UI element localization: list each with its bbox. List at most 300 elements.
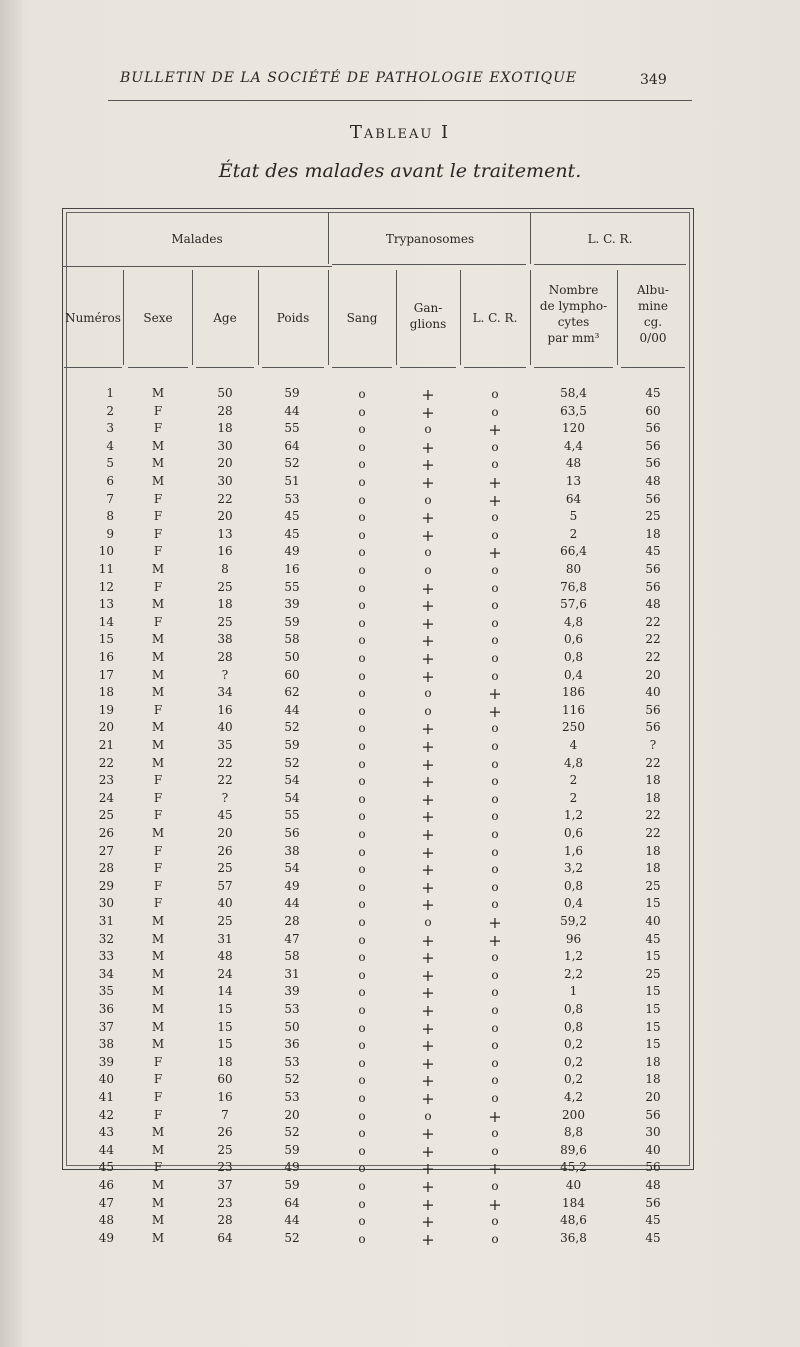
cell-ganglions: + (421, 508, 435, 528)
cell-sexe: F (153, 1107, 163, 1122)
table-row (0, 1143, 800, 1161)
cell-poids: 56 (284, 826, 300, 840)
header-underline (332, 367, 392, 368)
cell-numero: 19 (98, 702, 114, 717)
cell-poids: 49 (284, 544, 300, 559)
cell-poids: 55 (284, 421, 300, 436)
cell-age: 14 (217, 984, 233, 999)
cell-poids: 58 (284, 949, 300, 964)
cell-lymphocytes: 40 (565, 1178, 582, 1192)
cell-numero: 35 (98, 984, 114, 999)
cell-age: 8 (221, 562, 229, 576)
cell-lcr: + (488, 684, 502, 704)
cell-age: 48 (217, 949, 233, 964)
cell-lymphocytes: 48 (565, 456, 582, 471)
cell-poids: 51 (284, 474, 300, 488)
cell-lcr: o (491, 615, 499, 630)
cell-poids: 54 (284, 773, 300, 788)
cell-ganglions: o (424, 545, 432, 560)
cell-lcr: o (491, 756, 499, 771)
cell-age: 25 (217, 914, 233, 928)
table-row (0, 439, 800, 457)
table-row (0, 562, 800, 580)
col-numeros: Numéros (65, 311, 121, 325)
cell-numero: 6 (106, 474, 114, 488)
cell-ganglions: + (421, 525, 435, 545)
cell-numero: 7 (106, 491, 114, 506)
cell-sang: o (358, 915, 366, 929)
col-albu-line1: Albu- (637, 283, 669, 297)
cell-ganglions: o (424, 492, 432, 507)
cell-lymphocytes: 2 (569, 790, 578, 805)
table-row (0, 1037, 800, 1055)
table-row (0, 879, 800, 897)
cell-sexe: F (153, 808, 163, 823)
cell-lymphocytes: 0,8 (563, 878, 584, 893)
cell-ganglions: + (421, 437, 435, 457)
cell-sexe: M (151, 949, 165, 964)
cell-sexe: M (151, 984, 165, 999)
cell-age: 26 (217, 843, 233, 858)
cell-sang: o (358, 1179, 366, 1193)
col-lympho-line1: Nombre (548, 283, 599, 297)
cell-age: 24 (217, 966, 233, 981)
cell-ganglions: + (421, 789, 435, 809)
cell-albumine: 56 (645, 720, 661, 735)
cell-age: 25 (217, 1142, 233, 1157)
group-underline (62, 266, 332, 267)
cell-albumine: 45 (645, 1213, 661, 1228)
cell-sexe: F (153, 579, 163, 594)
cell-poids: 45 (284, 509, 300, 524)
cell-lcr: + (488, 473, 502, 492)
table-row (0, 1002, 800, 1020)
cell-numero: 12 (98, 579, 114, 594)
cell-lcr: o (491, 774, 499, 789)
cell-sexe: M (151, 438, 165, 453)
col-sexe: Sexe (143, 311, 173, 325)
table-row (0, 456, 800, 474)
cell-sexe: F (153, 861, 163, 876)
group-trypanosomes: Trypanosomes (385, 232, 475, 246)
cell-lcr: o (491, 1091, 499, 1105)
cell-lcr: o (491, 844, 499, 859)
cell-sang: o (358, 387, 366, 401)
table-row (0, 703, 800, 721)
cell-numero: 11 (98, 562, 114, 576)
cell-albumine: 56 (645, 456, 661, 471)
cell-sexe: M (151, 1002, 165, 1016)
table-row (0, 1020, 800, 1038)
cell-sexe: F (153, 843, 163, 858)
cell-sang: o (358, 686, 366, 701)
cell-lymphocytes: 58,4 (560, 386, 587, 400)
cell-albumine: 48 (645, 597, 661, 612)
group-divider (530, 212, 531, 264)
cell-sang: o (358, 475, 366, 489)
table-row (0, 720, 800, 738)
cell-sang: o (358, 862, 366, 877)
cell-age: ? (221, 667, 229, 682)
cell-age: 38 (217, 632, 233, 647)
cell-ganglions: + (421, 473, 435, 492)
table-row (0, 1072, 800, 1090)
cell-lymphocytes: 57,6 (560, 597, 587, 612)
cell-age: 64 (217, 1230, 233, 1245)
cell-sexe: F (153, 614, 163, 629)
cell-lcr: o (491, 950, 499, 965)
cell-albumine: 22 (645, 614, 661, 629)
cell-lymphocytes: 66,4 (560, 544, 587, 559)
cell-lcr: o (491, 1231, 499, 1246)
table-row (0, 914, 800, 932)
cell-age: 25 (217, 579, 233, 594)
cell-sang: o (358, 668, 366, 683)
cell-albumine: 18 (645, 843, 661, 858)
cell-numero: 38 (98, 1037, 114, 1052)
cell-ganglions: + (421, 807, 435, 827)
cell-lymphocytes: 48,6 (560, 1213, 587, 1228)
cell-poids: 53 (284, 1054, 300, 1069)
cell-age: 15 (217, 1019, 233, 1034)
cell-albumine: 18 (645, 790, 661, 805)
cell-sexe: F (153, 702, 163, 717)
cell-age: 45 (217, 808, 233, 823)
cell-numero: 10 (98, 544, 114, 559)
header-underline (621, 367, 685, 368)
cell-lymphocytes: 4,8 (563, 614, 584, 629)
table-row (0, 1231, 800, 1249)
cell-albumine: 15 (645, 1002, 661, 1016)
cell-sang: o (358, 1020, 366, 1035)
cell-lcr: o (491, 1003, 499, 1017)
group-underline (534, 264, 686, 265)
cell-poids: 20 (284, 1107, 300, 1122)
table-title: Tableau I (349, 122, 451, 143)
cell-poids: 54 (284, 861, 300, 876)
cell-numero: 22 (98, 755, 114, 770)
cell-lcr: o (491, 1214, 499, 1229)
cell-numero: 44 (98, 1142, 114, 1157)
cell-sexe: F (153, 1160, 163, 1175)
cell-sexe: M (151, 755, 165, 770)
cell-sang: o (358, 1055, 366, 1070)
cell-numero: 29 (98, 878, 114, 893)
cell-numero: 32 (98, 931, 114, 946)
cell-lymphocytes: 1,2 (563, 949, 584, 964)
page-number: 349 (640, 72, 667, 88)
cell-sang: o (358, 703, 366, 718)
cell-albumine: 15 (645, 1037, 661, 1052)
cell-albumine: 15 (645, 949, 661, 964)
table-row (0, 474, 800, 492)
cell-lymphocytes: 1,2 (563, 808, 584, 823)
cell-poids: 16 (284, 562, 300, 576)
cell-sexe: M (151, 1037, 165, 1052)
cell-sexe: M (151, 632, 165, 647)
cell-lymphocytes: 0,4 (563, 896, 584, 911)
cell-lcr: o (491, 527, 499, 542)
cell-lcr: o (491, 827, 499, 841)
cell-poids: 53 (284, 1090, 300, 1104)
cell-poids: 44 (284, 896, 300, 911)
table-row (0, 615, 800, 633)
cell-age: 20 (217, 456, 233, 471)
cell-age: 34 (217, 685, 233, 700)
cell-sexe: M (151, 914, 165, 928)
cell-poids: 53 (284, 1002, 300, 1016)
cell-sexe: M (151, 386, 165, 400)
table-row (0, 580, 800, 598)
cell-sexe: M (151, 650, 165, 664)
cell-lymphocytes: 0,8 (563, 650, 584, 664)
cell-ganglions: + (421, 983, 435, 1003)
cell-numero: 45 (98, 1160, 114, 1175)
cell-numero: 23 (98, 773, 114, 788)
cell-ganglions: + (421, 666, 435, 686)
cell-albumine: 56 (645, 562, 661, 576)
cell-albumine: 15 (645, 896, 661, 911)
cell-lymphocytes: 2,2 (563, 966, 584, 981)
table-row (0, 1178, 800, 1196)
cell-lcr: o (491, 791, 499, 806)
cell-lymphocytes: 3,2 (563, 861, 584, 876)
cell-numero: 30 (98, 896, 114, 911)
cell-lcr: o (491, 651, 499, 665)
cell-albumine: 56 (645, 1160, 661, 1175)
cell-age: 22 (217, 491, 233, 506)
cell-poids: 44 (284, 1213, 300, 1228)
cell-age: 15 (217, 1037, 233, 1052)
cell-sang: o (358, 1038, 366, 1053)
cell-lymphocytes: 13 (565, 474, 582, 488)
cell-sang: o (358, 1231, 366, 1246)
cell-ganglions: + (421, 877, 435, 897)
cell-lymphocytes: 0,6 (563, 632, 584, 647)
cell-albumine: 40 (645, 1142, 661, 1157)
cell-lymphocytes: 76,8 (560, 579, 587, 594)
cell-numero: 2 (106, 403, 114, 418)
cell-lymphocytes: 5 (569, 509, 578, 524)
cell-poids: 52 (284, 1072, 300, 1087)
col-sang: Sang (346, 311, 378, 325)
cell-sexe: F (153, 1072, 163, 1087)
col-lympho-line2: de lympho- (539, 299, 608, 313)
cell-numero: 5 (106, 456, 114, 471)
col-ganglions-line2: glions (409, 317, 447, 331)
cell-ganglions: + (421, 385, 435, 404)
col-lymphocytes (530, 282, 617, 346)
cell-sang: o (358, 439, 366, 454)
col-albu-line4: 0/00 (639, 331, 667, 345)
cell-poids: 59 (284, 1142, 300, 1157)
cell-age: 22 (217, 773, 233, 788)
cell-numero: 43 (98, 1125, 114, 1140)
cell-age: 16 (217, 702, 233, 717)
table-row (0, 421, 800, 439)
cell-sexe: M (151, 720, 165, 735)
cell-sexe: F (153, 491, 163, 506)
table-row (0, 791, 800, 809)
header-underline (534, 367, 613, 368)
cell-numero: 8 (106, 509, 114, 524)
cell-poids: 39 (284, 984, 300, 999)
cell-lymphocytes: 0,6 (563, 826, 584, 840)
cell-sang: o (358, 932, 366, 947)
cell-lcr: o (491, 404, 499, 419)
cell-sexe: M (151, 826, 165, 840)
cell-lymphocytes: 184 (562, 1195, 585, 1210)
col-age: Age (213, 311, 237, 325)
cell-lcr: + (488, 1106, 502, 1126)
cell-sexe: F (153, 773, 163, 788)
cell-albumine: 15 (645, 984, 661, 999)
cell-sang: o (358, 527, 366, 542)
table-row (0, 492, 800, 510)
col-ganglions-line1: Gan- (413, 301, 443, 315)
cell-sexe: M (151, 1195, 165, 1210)
cell-lcr: o (491, 633, 499, 648)
cell-ganglions: o (424, 703, 432, 718)
cell-sang: o (358, 457, 366, 472)
cell-ganglions: + (421, 1036, 435, 1056)
cell-albumine: 45 (645, 544, 661, 559)
cell-age: 20 (217, 509, 233, 524)
cell-lymphocytes: 186 (562, 685, 585, 700)
cell-sexe: M (151, 456, 165, 471)
cell-sexe: F (153, 509, 163, 524)
cell-numero: 31 (98, 914, 114, 928)
cell-poids: 52 (284, 755, 300, 770)
cell-age: 28 (217, 1213, 233, 1228)
col-lcr: L. C. R. (472, 311, 518, 325)
cell-ganglions: + (421, 455, 435, 475)
cell-lcr: + (488, 930, 502, 950)
cell-numero: 17 (98, 667, 114, 682)
cell-poids: 49 (284, 878, 300, 893)
cell-poids: 45 (284, 526, 300, 541)
cell-ganglions: o (424, 563, 432, 577)
cell-albumine: 56 (645, 438, 661, 453)
group-underline (332, 264, 526, 265)
cell-numero: 42 (98, 1107, 114, 1122)
cell-sang: o (358, 897, 366, 912)
cell-numero: 13 (98, 597, 114, 612)
cell-ganglions: + (421, 948, 435, 968)
cell-lcr: + (488, 1194, 502, 1214)
cell-sang: o (358, 985, 366, 1000)
cell-lymphocytes: 1,6 (563, 843, 584, 858)
table-row (0, 738, 800, 756)
cell-age: 20 (217, 826, 233, 840)
cell-age: 7 (221, 1107, 229, 1122)
cell-sexe: M (151, 931, 165, 946)
cell-numero: 4 (106, 438, 114, 453)
cell-albumine: 22 (645, 755, 661, 770)
cell-ganglions: o (424, 686, 432, 701)
col-albu-line3: cg. (643, 315, 663, 329)
cell-poids: 52 (284, 456, 300, 471)
cell-numero: 20 (98, 720, 114, 735)
cell-albumine: 18 (645, 773, 661, 788)
cell-sexe: M (151, 597, 165, 612)
cell-lcr: + (488, 701, 502, 721)
cell-lcr: o (491, 668, 499, 683)
cell-lcr: o (491, 1020, 499, 1035)
cell-lymphocytes: 0,4 (563, 667, 584, 682)
cell-lcr: o (491, 1055, 499, 1070)
cell-sang: o (358, 580, 366, 595)
table-row (0, 932, 800, 950)
cell-sexe: M (151, 474, 165, 488)
cell-albumine: 25 (645, 966, 661, 981)
col-lympho-line3: cytes (557, 315, 590, 329)
cell-numero: 36 (98, 1002, 114, 1016)
cell-ganglions: + (421, 596, 435, 616)
cell-albumine: 56 (645, 1107, 661, 1122)
cell-numero: 26 (98, 826, 114, 840)
cell-numero: 24 (98, 790, 114, 805)
cell-sang: o (358, 950, 366, 965)
cell-sang: o (358, 1214, 366, 1229)
cell-ganglions: + (421, 965, 435, 985)
cell-poids: 52 (284, 1230, 300, 1245)
cell-poids: 60 (284, 667, 300, 682)
cell-lcr: o (491, 879, 499, 894)
cell-ganglions: + (421, 1089, 435, 1108)
cell-ganglions: + (421, 754, 435, 774)
cell-sexe: F (153, 526, 163, 541)
cell-ganglions: + (421, 860, 435, 880)
cell-albumine: 18 (645, 526, 661, 541)
cell-sexe: M (151, 1142, 165, 1157)
cell-ganglions: + (421, 1001, 435, 1020)
cell-albumine: 18 (645, 1072, 661, 1087)
cell-albumine: 22 (645, 826, 661, 840)
cell-poids: 47 (284, 931, 300, 946)
cell-albumine: 56 (645, 421, 661, 436)
cell-lcr: o (491, 1038, 499, 1053)
cell-albumine: 22 (645, 632, 661, 647)
cell-albumine: 56 (645, 579, 661, 594)
table-row (0, 668, 800, 686)
cell-sexe: M (151, 685, 165, 700)
col-albu-line2: mine (637, 299, 669, 313)
cell-age: 40 (217, 720, 233, 735)
cell-lcr: o (491, 897, 499, 912)
cell-albumine: 40 (645, 914, 661, 928)
cell-lymphocytes: 1 (569, 984, 578, 999)
table-row (0, 632, 800, 650)
cell-lymphocytes: 120 (562, 421, 585, 436)
cell-lcr: o (491, 1143, 499, 1158)
cell-age: 31 (217, 931, 233, 946)
cell-numero: 40 (98, 1072, 114, 1087)
cell-poids: 55 (284, 579, 300, 594)
cell-numero: 28 (98, 861, 114, 876)
table-row (0, 1125, 800, 1143)
cell-sang: o (358, 510, 366, 525)
cell-sexe: M (151, 738, 165, 752)
cell-lymphocytes: 45,2 (560, 1160, 587, 1175)
table-row (0, 896, 800, 914)
cell-age: ? (221, 790, 229, 805)
cell-sexe: M (151, 562, 165, 576)
cell-lymphocytes: 64 (565, 491, 582, 506)
table-row (0, 844, 800, 862)
cell-age: 60 (217, 1072, 233, 1087)
cell-ganglions: + (421, 1124, 435, 1144)
